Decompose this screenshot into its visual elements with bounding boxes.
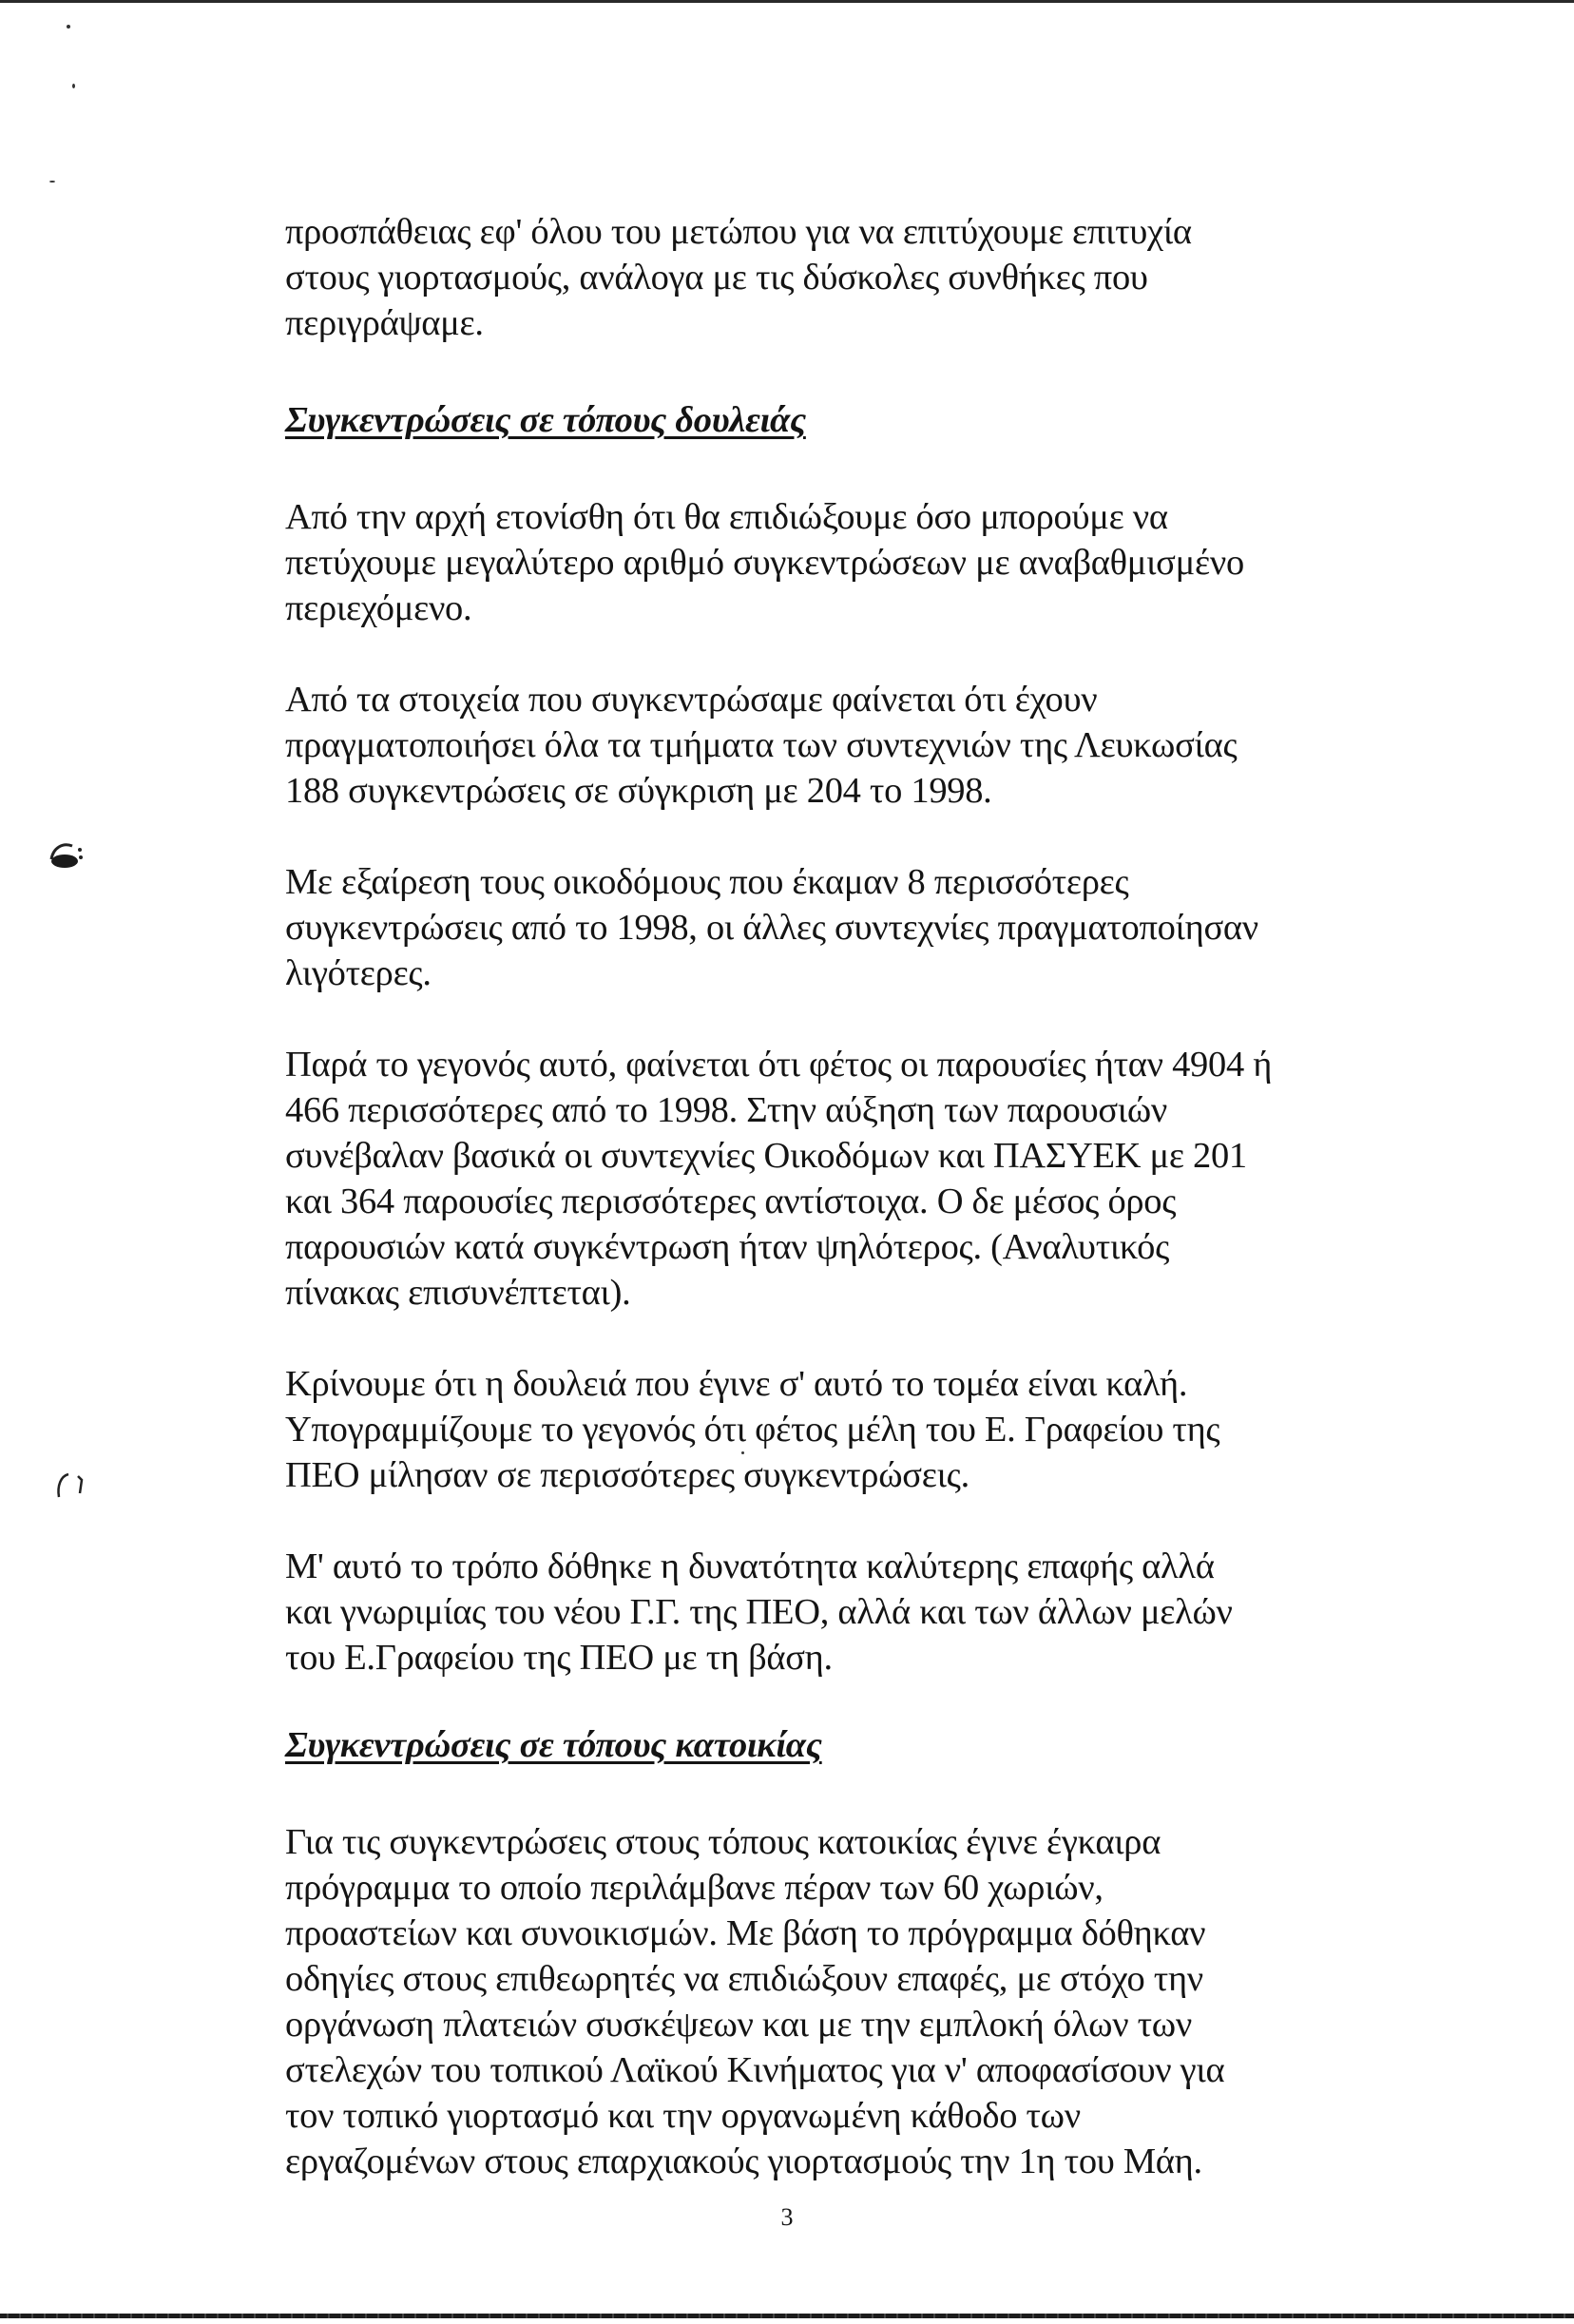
paragraph-workplaces-2: Από τα στοιχεία που συγκεντρώσαμε φαίνεται ότι έχουν πραγματοποιήσει όλα τα τμήματα των συντεχνιών της Λευκωσίας 188 συγκεντρώσεις σε σύγκριση με 204 το 1998. (285, 680, 1238, 811)
paragraph-workplaces-6: Μ' αυτό το τρόπο δόθηκε η δυνατότητα καλύτερης επαφής αλλά και γνωριμίας του νέου Γ.Γ. της ΠΕΟ, αλλά και των άλλων μελών του Ε.Γραφείου της ΠΕΟ με τη βάση. (285, 1546, 1233, 1678)
punch-hole-mark-icon (46, 836, 86, 871)
scan-speck (67, 25, 70, 29)
section-heading-workplaces: Συγκεντρώσεις σε τόπους δουλειάς (285, 400, 806, 440)
scan-speck (72, 84, 75, 88)
paragraph-intro: προσπάθειας εφ' όλου του μετώπου για να επιτύχουμε επιτυχία στους γιορτασμούς, ανάλογα με τις δύσκολες συνθήκες που περιγράψαμε. (285, 212, 1192, 343)
page-number: 3 (780, 2203, 794, 2231)
paragraph-workplaces-3: Με εξαίρεση τους οικοδόμους που έκαμαν 8 περισσότερες συγκεντρώσεις από το 1998, οι άλλες συντεχνίες πραγματοποίησαν λιγότερες. (285, 862, 1258, 993)
paragraph-workplaces-5: Κρίνουμε ότι η δουλειά που έγινε σ' αυτό το τομέα είναι καλή. Υπογραμμίζουμε το γεγονός ότι φέτος μέλη του Ε. Γραφείου της ΠΕΟ μίλησαν σε περισσότερες συγκεντρώσεις. (285, 1364, 1220, 1495)
scan-top-edge (0, 0, 1574, 3)
paragraph-workplaces-4: Παρά το γεγονός αυτό, φαίνεται ότι φέτος οι παρουσίες ήταν 4904 ή 466 περισσότερες από το 1998. Στην αύξηση των παρουσιών συνέβαλαν βασικά οι συντεχνίες Οικοδόμων και ΠΑΣΥΕΚ με 201 και 364 παρουσίες περισσότερες αντίστοιχα. Ο δε μέσος όρος παρουσιών κατά συγκέντρωση ήταν ψηλότερος. (Αναλυτικός πίνακας επισυνέπτεται). (285, 1045, 1273, 1313)
scan-bottom-edge (0, 2314, 1574, 2318)
document-body (285, 209, 1407, 2184)
section-heading-residences: Συγκεντρώσεις σε τόπους κατοικίας (285, 1725, 822, 1765)
paragraph-workplaces-1: Από την αρχή ετονίσθη ότι θα επιδιώξουμε όσο μπορούμε να πετύχουμε μεγαλύτερο αριθμό συγκεντρώσεων με αναβαθμισμένο περιεχόμενο. (285, 497, 1244, 628)
scan-speck (49, 181, 55, 182)
punch-hole-mark-icon (49, 1469, 89, 1503)
paragraph-residences-1: Για τις συγκεντρώσεις στους τόπους κατοικίας έγινε έγκαιρα πρόγραμμα το οποίο περιλάμβανε πέραν των 60 χωριών, προαστείων και συνοικισμών. Με βάση το πρόγραμμα δόθηκαν οδηγίες στους επιθεωρητές να επιδιώξουν επαφές, με στόχο την οργάνωση πλατειών συσκέψεων και με την εμπλοκή όλων των στελεχών του τοπικού Λαϊκού Κινήματος για ν' αποφασίσουν για τον τοπικό γιορτασμό και την οργανωμένη κάθοδο των εργαζομένων στους επαρχιακούς γιορτασμούς την 1η του Μάη. (285, 1822, 1225, 2181)
